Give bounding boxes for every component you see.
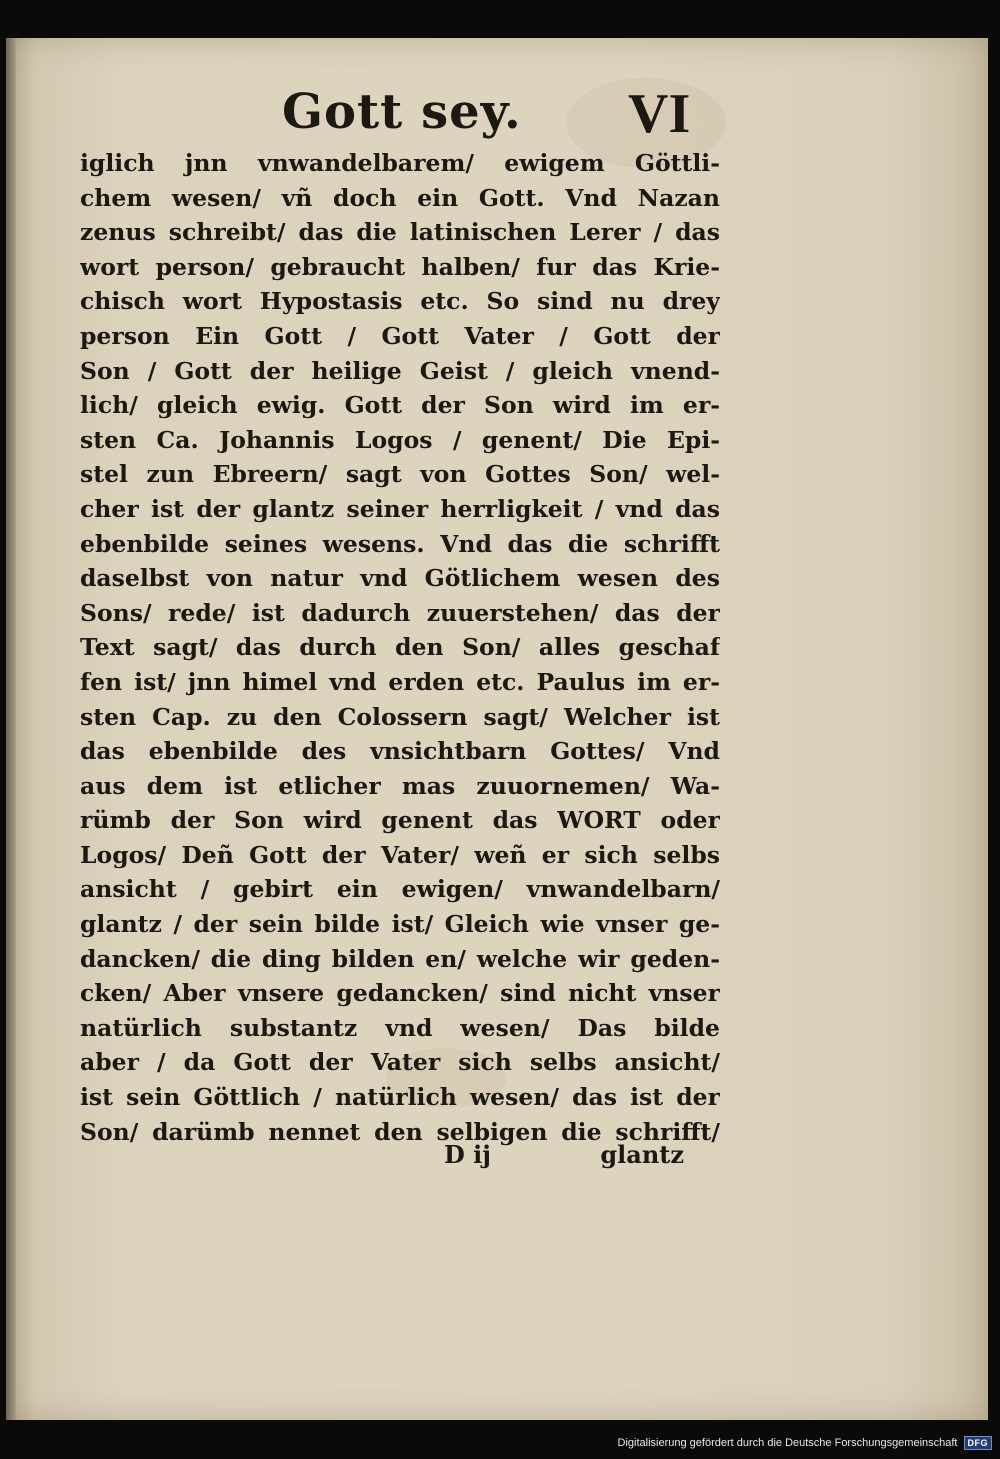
page-foot-line: [444, 1140, 684, 1176]
text-line: das ebenbilde des vnsichtbarn Gottes/ Vnd: [80, 737, 720, 766]
text-line: stel zun Ebreern/ sagt von Gottes Son/ wel-: [80, 460, 720, 489]
text-line: glantz / der sein bilde ist/ Gleich wie vnser ge-: [80, 910, 720, 939]
credit-text: Digitalisierung gefördert durch die Deutsche Forschungsgemeinschaft: [617, 1437, 958, 1449]
dfg-logo: DFG: [964, 1436, 993, 1450]
text-line: rümb der Son wird genent das WORT oder: [80, 806, 720, 835]
text-line: aber / da Gott der Vater sich selbs ansicht/: [80, 1048, 720, 1077]
text-line: Son / Gott der heilige Geist / gleich vnend-: [80, 356, 720, 385]
digitization-credit: [618, 1433, 992, 1453]
text-line: aus dem ist etlicher mas zuuornemen/ Wa-: [80, 771, 720, 800]
text-line: Son/ darümb nennet den selbigen die schrifft/: [80, 1117, 720, 1146]
text-line: fen ist/ jnn himel vnd erden etc. Paulus im er-: [80, 667, 720, 696]
text-line: daselbst von natur vnd Götlichem wesen des: [80, 564, 720, 593]
text-line: person Ein Gott / Gott Vater / Gott der: [80, 321, 720, 350]
text-line: dancken/ die ding bilden en/ welche wir geden-: [80, 944, 720, 973]
text-line: iglich jnn vnwandelbarem/ ewigem Göttli-: [80, 149, 720, 177]
text-line: cken/ Aber vnsere gedancken/ sind nicht vnser: [80, 979, 720, 1008]
body-text: [80, 146, 720, 1149]
page-gutter-edge: [6, 38, 16, 1420]
text-line: zenus schreibt/ das die latinischen Lerer / das: [80, 218, 720, 247]
catchword: glantz: [600, 1140, 684, 1169]
text-line: ebenbilde seines wesens. Vnd das die schrifft: [80, 529, 720, 558]
folio-number: VI: [628, 83, 691, 145]
text-line: wort person/ gebraucht halben/ fur das Krie-: [80, 252, 720, 281]
text-line: Sons/ rede/ ist dadurch zuuerstehen/ das der: [80, 598, 720, 627]
text-line: chem wesen/ vñ doch ein Gott. Vnd Nazan: [80, 183, 720, 212]
running-head: Gott sey.: [282, 84, 522, 140]
text-line: Text sagt/ das durch den Son/ alles geschaf: [80, 633, 720, 662]
text-line: ansicht / gebirt ein ewigen/ vnwandelbarn/: [80, 875, 720, 904]
text-line: Logos/ Deñ Gott der Vater/ weñ er sich selbs: [80, 840, 720, 869]
text-line: natürlich substantz vnd wesen/ Das bilde: [80, 1013, 720, 1042]
text-line: sten Ca. Johannis Logos / genent/ Die Epi-: [80, 425, 720, 454]
text-line: chisch wort Hypostasis etc. So sind nu drey: [80, 287, 720, 316]
text-line: cher ist der glantz seiner herrligkeit / vnd das: [80, 494, 720, 523]
text-line: lich/ gleich ewig. Gott der Son wird im er-: [80, 391, 720, 420]
text-line: ist sein Göttlich / natürlich wesen/ das ist der: [80, 1083, 720, 1112]
text-line: sten Cap. zu den Colossern sagt/ Welcher ist: [80, 702, 720, 731]
signature-mark: D ij: [444, 1140, 491, 1169]
